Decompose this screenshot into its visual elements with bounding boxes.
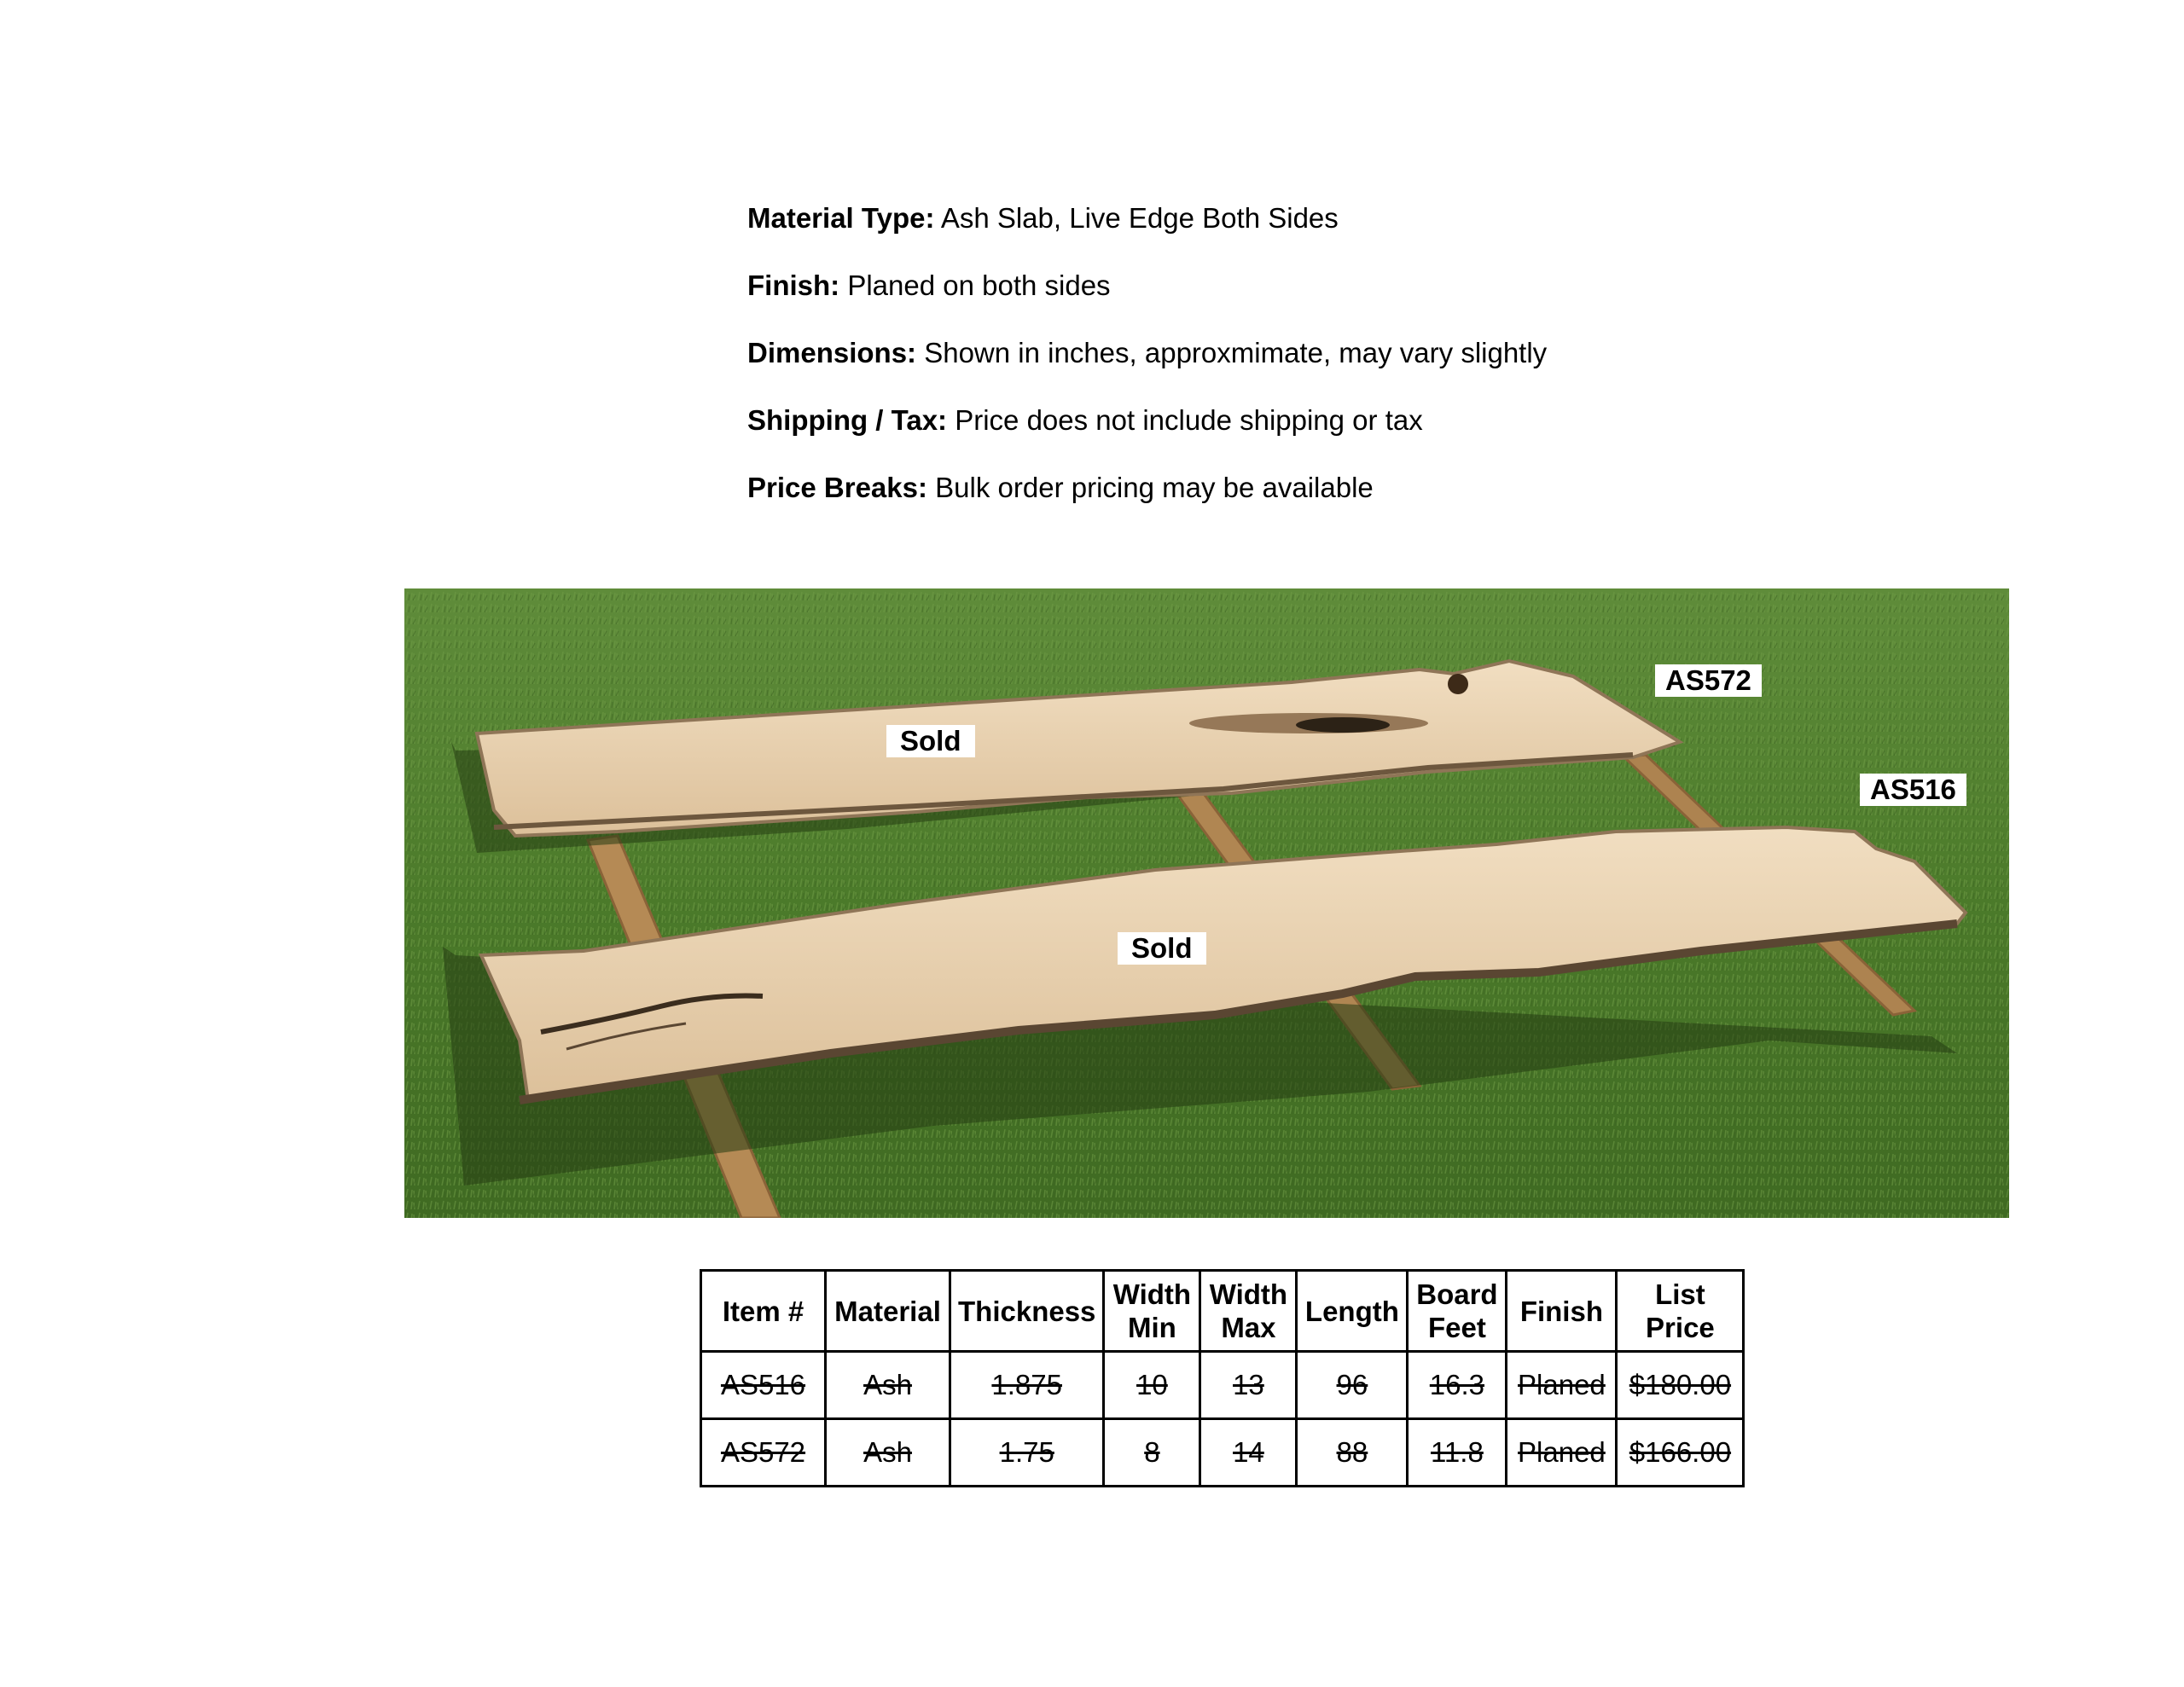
cell-width-max: 13 xyxy=(1200,1352,1297,1419)
cell-width-max: 14 xyxy=(1200,1419,1297,1487)
header-width-min xyxy=(1104,1271,1200,1352)
spec-material-type xyxy=(747,201,1942,269)
item-tag-top-slab: AS572 xyxy=(1655,664,1762,697)
spec-label: Shipping / Tax: xyxy=(747,404,948,436)
table-header-row xyxy=(701,1271,1744,1352)
header-finish: Finish xyxy=(1507,1271,1617,1352)
top-slab-knot-small xyxy=(1448,674,1468,694)
table-row xyxy=(701,1419,1744,1487)
top-slab-hole xyxy=(1296,717,1390,733)
spec-price-breaks xyxy=(747,471,1942,538)
cell-item: AS572 xyxy=(701,1419,826,1487)
cell-length: 96 xyxy=(1297,1352,1408,1419)
cell-width-min: 10 xyxy=(1104,1352,1200,1419)
cell-board-feet: 16.3 xyxy=(1408,1352,1507,1419)
spec-label: Dimensions: xyxy=(747,337,917,368)
cell-width-min: 8 xyxy=(1104,1419,1200,1487)
cell-board-feet: 11.8 xyxy=(1408,1419,1507,1487)
sold-tag-top-slab: Sold xyxy=(886,725,975,757)
spec-value: Bulk order pricing may be available xyxy=(935,472,1374,503)
cell-thickness: 1.75 xyxy=(950,1419,1104,1487)
cell-material: Ash xyxy=(826,1352,950,1419)
header-length: Length xyxy=(1297,1271,1408,1352)
slab-photo-illustration xyxy=(404,588,2009,1218)
spec-label: Price Breaks: xyxy=(747,472,927,503)
spec-value: Planed on both sides xyxy=(847,270,1111,301)
spec-label: Material Type: xyxy=(747,202,935,234)
header-item: Item # xyxy=(701,1271,826,1352)
header-width-max-text: Width Max xyxy=(1209,1278,1288,1343)
header-board-feet-text: Board Feet xyxy=(1416,1278,1498,1343)
sold-tag-bottom-slab: Sold xyxy=(1118,932,1206,965)
spec-label: Finish: xyxy=(747,270,840,301)
cell-finish: Planed xyxy=(1507,1352,1617,1419)
spec-shipping-tax xyxy=(747,403,1942,471)
cell-material: Ash xyxy=(826,1419,950,1487)
cell-length: 88 xyxy=(1297,1419,1408,1487)
header-list-price xyxy=(1617,1271,1744,1352)
spec-value: Shown in inches, approxmimate, may vary slightly xyxy=(924,337,1548,368)
spec-value: Ash Slab, Live Edge Both Sides xyxy=(940,202,1339,234)
cell-list-price: $166.00 xyxy=(1617,1419,1744,1487)
header-width-max xyxy=(1200,1271,1297,1352)
slab-photo xyxy=(404,588,2009,1218)
header-board-feet xyxy=(1408,1271,1507,1352)
spec-dimensions xyxy=(747,336,1942,403)
item-tag-bottom-slab: AS516 xyxy=(1860,774,1966,806)
cell-thickness: 1.875 xyxy=(950,1352,1104,1419)
cell-item: AS516 xyxy=(701,1352,826,1419)
cell-list-price: $180.00 xyxy=(1617,1352,1744,1419)
header-thickness: Thickness xyxy=(950,1271,1104,1352)
header-material: Material xyxy=(826,1271,950,1352)
header-width-min-text: Width Min xyxy=(1112,1278,1192,1343)
spec-list xyxy=(747,201,1942,538)
spec-value: Price does not include shipping or tax xyxy=(955,404,1423,436)
table-row xyxy=(701,1352,1744,1419)
header-list-price-text: List Price xyxy=(1646,1278,1715,1343)
pricing-table xyxy=(700,1269,1745,1487)
cell-finish: Planed xyxy=(1507,1419,1617,1487)
spec-finish xyxy=(747,269,1942,336)
